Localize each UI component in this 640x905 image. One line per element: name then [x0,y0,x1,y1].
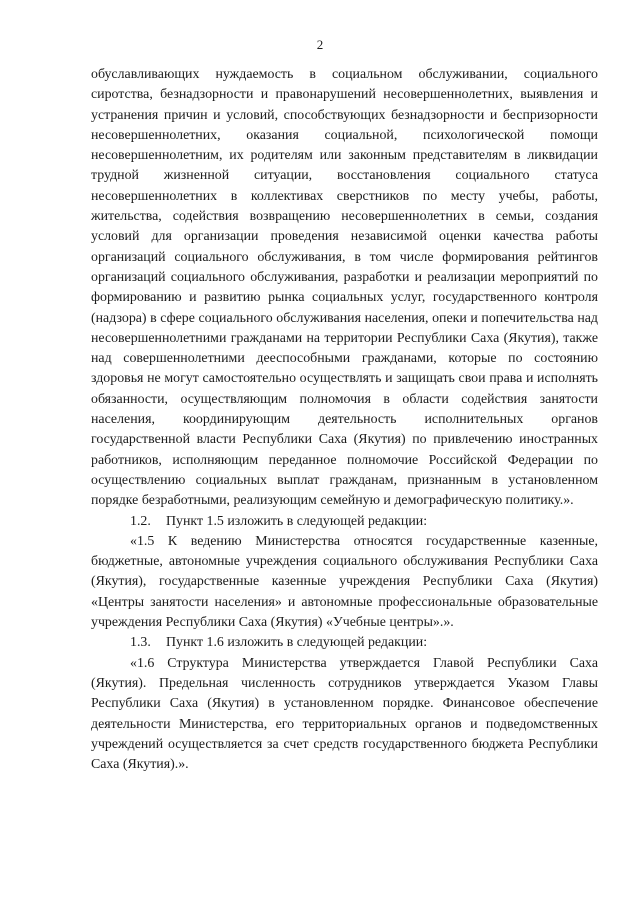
item-text: Пункт 1.6 изложить в следующей редакции: [166,635,428,651]
paragraph-item-1-3 [91,633,598,653]
paragraph-continuation: обуславливающих нуждаемость в социальном обслуживании, социального сиротства, безнадзорности и правонарушений несовершеннолетних, выявления и устранения причин и условий, способствующих безнадзорности и беспризорности несовершеннолетних, оказания социальной, психологической помощи несовершеннолетним, их родителям или законным представителям в ликвидации трудной жизненной ситуации, восстановления социального статуса несовершеннолетних в коллективах сверстников по месту учебы, работы, жительства, содействия возвращению несовершеннолетних в семьи, создания условий для организации проведения независимой оценки качества работы организаций социального обслуживания, в том числе формирования рейтингов организаций социального обслуживания, разработки и реализации мероприятий по формированию и развитию рынка социальных услуг, государственного контроля (надзора) в сфере социального обслуживания населения, опеки и попечительства над несовершеннолетними гражданами на территории Республики Саха (Якутия), также над совершеннолетними дееспособными гражданами, которые по состоянию здоровья не могут самостоятельно осуществлять и защищать свои права и исполнять обязанности, осуществляющим полномочия в области содействия занятости населения, координирующим деятельность исполнительных органов государственной власти Республики Саха (Якутия) по привлечению иностранных работников, исполняющим переданное полномочие Российской Федерации по осуществлению социальных выплат гражданам, признанным в установленном порядке безработными, реализующим семейную и демографическую политику.». [91,67,598,509]
item-text: Пункт 1.5 изложить в следующей редакции: [166,513,428,529]
page-number: 2 [316,37,324,52]
item-number: 1.2. [130,513,151,529]
paragraph-quote-1-5: «1.5 К ведению Министерства относятся государственные казенные, бюджетные, автономные учреждения социального обслуживания Республики Саха (Якутия), государственные казенные учреждения Республики Саха (Якутия) «Центры занятости населения» и автономные профессиональные образовательные учреждения Республики Саха (Якутия) «Учебные центры».». [91,533,598,631]
paragraph-quote-1-6: «1.6 Структура Министерства утверждается Главой Республики Саха (Якутия). Предельная численность сотрудников утверждается Указом Главы Республики Саха (Якутия) в установленном порядке. Финансовое обеспечение деятельности Министерства, его территориальных органов и подведомственных учреждений осуществляется за счет средств государственного бюджета Республики Саха (Якутия).». [91,655,598,773]
document-body [91,65,598,775]
item-number: 1.3. [130,635,151,651]
paragraph-item-1-2 [91,512,598,532]
